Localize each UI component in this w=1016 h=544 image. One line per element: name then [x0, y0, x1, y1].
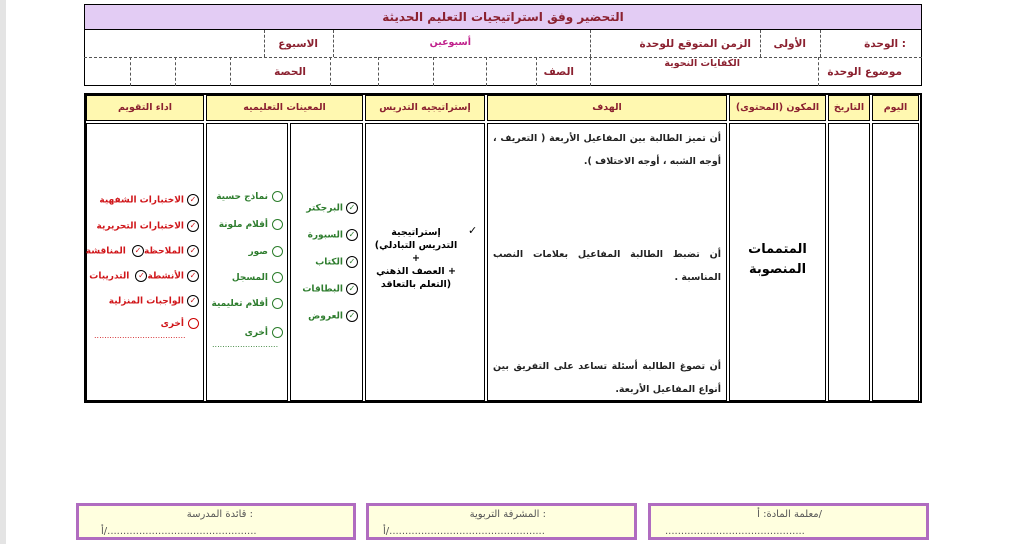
goal-3: أن تصوغ الطالبة أسئلة تساعد على التفريق بين أنواع المفاعيل الأربعة.	[493, 361, 721, 395]
divider	[330, 57, 331, 86]
principal-label: قائدة المدرسة :	[186, 509, 253, 520]
aid-checked-item: البطاقات ✓	[302, 283, 358, 295]
header-day: اليوم	[872, 95, 919, 121]
check-circle-icon: ✓	[346, 202, 358, 214]
strategy-line-1: إستراتيجية	[391, 227, 441, 238]
content-text	[729, 240, 826, 280]
strategy-line-4: التعلم بالتعاقد)	[380, 279, 452, 290]
goal-1: أن تميز الطالبة بين المفاعيل الأربعة ( التعريف ، أوجه الشبه ، أوجه الاختلاف ).	[493, 133, 721, 167]
expected-time-label: الزمن المتوقع للوحدة	[639, 38, 751, 50]
expected-time-value: أسبوعين	[429, 37, 471, 48]
strategy-check-icon: ✓	[468, 224, 478, 237]
header-date: التاريخ	[828, 95, 870, 121]
page-title: التحضير وفق استراتيجيات التعليم الحديثة	[84, 4, 922, 30]
goal-2: أن تضبط الطالبة المفاعيل بعلامات النصب المناسبة .	[493, 249, 721, 283]
check-circle-icon: ✓	[346, 283, 358, 295]
strategy-line-2: (التدريس التبادلي +	[374, 240, 458, 264]
header-strategy: إستراتيجيه التدريس	[365, 95, 485, 121]
radio-circle-icon[interactable]	[272, 191, 283, 202]
window-edge	[0, 0, 6, 544]
check-circle-icon: ✓	[187, 220, 199, 232]
divider	[378, 57, 379, 86]
radio-circle-icon[interactable]	[188, 318, 199, 329]
week-label: الاسبوع	[278, 38, 318, 50]
principal-signature-box[interactable]	[76, 503, 356, 540]
divider	[820, 30, 821, 57]
radio-circle-icon[interactable]	[272, 246, 283, 257]
divider	[818, 57, 819, 86]
aid-option-item[interactable]: نماذج حسية	[216, 191, 283, 202]
unit-label: الوحدة :	[864, 38, 906, 50]
radio-circle-icon[interactable]	[272, 298, 283, 309]
aid-checked-item: العروض ✓	[308, 310, 358, 322]
cell-assessment	[86, 123, 204, 401]
divider	[333, 30, 334, 57]
header-assessment: اداء التقويم	[86, 95, 204, 121]
check-circle-icon: ✓	[187, 194, 199, 206]
class-label: الصف	[543, 66, 574, 78]
header-divider	[84, 57, 922, 58]
aid-option-item[interactable]: المسجل	[232, 272, 283, 283]
divider	[590, 57, 591, 86]
divider	[175, 57, 176, 86]
divider	[486, 57, 487, 86]
check-circle-icon: ✓	[346, 256, 358, 268]
check-circle-icon: ✓	[346, 229, 358, 241]
teacher-signature-box[interactable]	[648, 503, 929, 540]
assessment-item: الاختبارات التحريرية ✓	[97, 220, 199, 232]
check-circle-icon: ✓	[187, 295, 199, 307]
check-circle-icon: ✓	[187, 270, 199, 282]
radio-circle-icon[interactable]	[272, 272, 283, 283]
assessment-item: الاختبارات الشفهية ✓	[99, 194, 199, 206]
check-circle-icon: ✓	[135, 270, 147, 282]
assessment-item: الواجبات المنزلية ✓	[109, 295, 199, 307]
header-content: المكون (المحتوى)	[729, 95, 826, 121]
period-label: الحصة	[274, 66, 306, 78]
check-circle-icon: ✓	[346, 310, 358, 322]
aid-option-item[interactable]: صور	[248, 246, 283, 257]
cell-date	[828, 123, 870, 401]
supervisor-line: أ/.................................................	[383, 526, 545, 537]
aid-checked-item: البرجكتر ✓	[306, 202, 358, 214]
radio-circle-icon[interactable]	[272, 327, 283, 338]
teacher-line: ............................................	[665, 526, 805, 537]
strategy-line-3: العصف الذهني +	[376, 266, 456, 277]
content-line-1: المتممات	[748, 242, 807, 257]
assessment-item: الملاحظة✓ المناقشة ✓	[86, 245, 199, 257]
assessment-dots: ....................................	[94, 331, 186, 340]
aid-checked-item: الكتاب ✓	[315, 256, 358, 268]
header-aids: المعينات التعليميه	[206, 95, 363, 121]
check-circle-icon: ✓	[187, 245, 199, 257]
aid-option-item[interactable]: أقلام ملونة	[219, 219, 283, 230]
header-goal: الهدف	[487, 95, 727, 121]
aids-dots: ..........................	[212, 340, 279, 349]
divider	[264, 30, 265, 57]
cell-aids-options	[206, 123, 288, 401]
unit-value: الأولى	[773, 38, 806, 50]
strategy-text	[370, 226, 462, 291]
divider	[130, 57, 131, 86]
radio-circle-icon[interactable]	[272, 219, 283, 230]
check-circle-icon: ✓	[132, 245, 144, 257]
supervisor-label: المشرفة التربوية :	[469, 509, 546, 520]
divider	[760, 30, 761, 57]
supervisor-signature-box[interactable]	[366, 503, 637, 540]
topic-value: الكفايات النحوية	[664, 58, 740, 69]
cell-day	[872, 123, 919, 401]
assessment-item[interactable]: أخرى	[161, 318, 199, 329]
topic-label: موضوع الوحدة	[827, 66, 902, 78]
divider	[230, 57, 231, 86]
aid-option-item[interactable]: أخرى	[245, 327, 283, 338]
divider	[536, 57, 537, 86]
aid-checked-item: السبورة ✓	[308, 229, 358, 241]
content-line-2: المنصوبة	[748, 262, 807, 277]
assessment-item: الأنشطة✓ التدريبات ✓	[89, 270, 199, 282]
divider	[590, 30, 591, 57]
divider	[433, 57, 434, 86]
aid-option-item[interactable]: أقلام تعليمية	[211, 298, 283, 309]
principal-line: أ/...............................................	[101, 526, 257, 537]
teacher-label: معلمة المادة: أ/	[757, 509, 822, 520]
